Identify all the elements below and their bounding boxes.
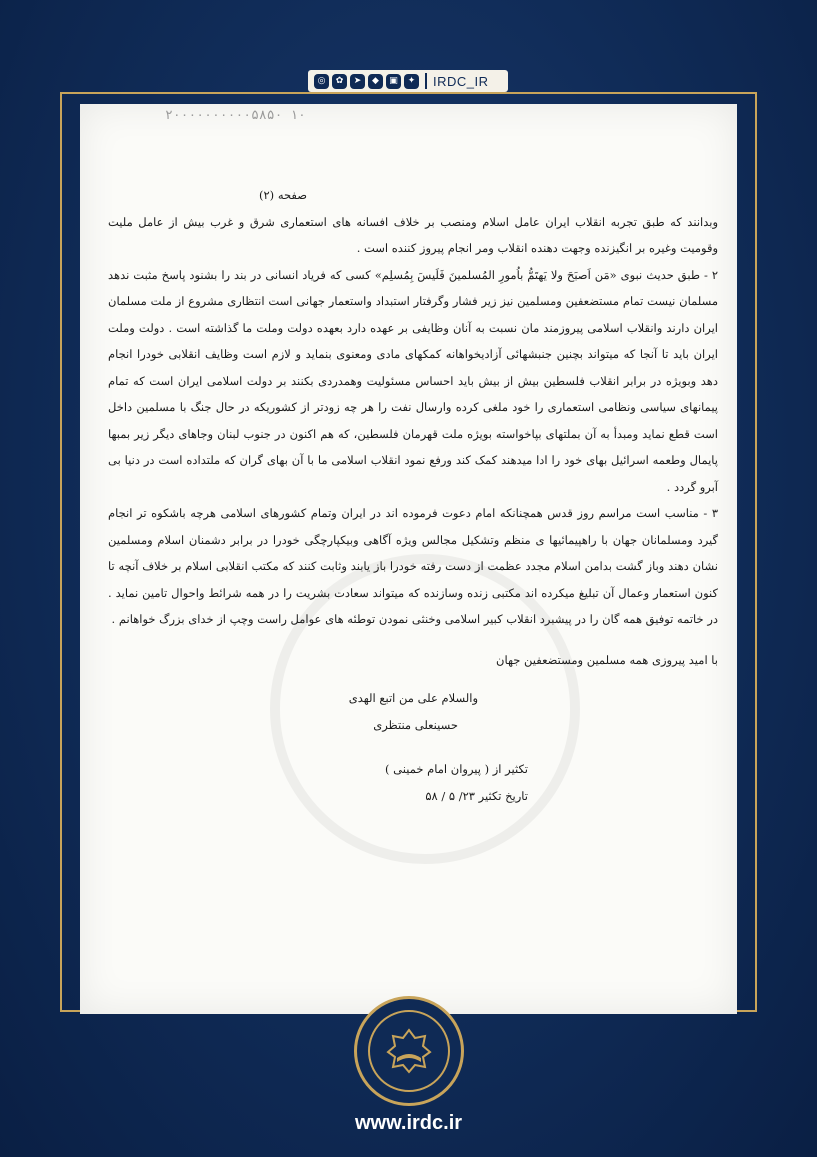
document-number: ۲۰۰۰۰۰۰۰۰۰۰۵۸۵۰ ۱۰ (165, 108, 306, 123)
emblem-logo (368, 1010, 450, 1092)
copy-note: تکثیر از ( پیروان امام خمینی ) (385, 762, 528, 776)
paragraph-2: ۲ - طبق حدیث نبوی «مَن اَصبَحَ ولا یَهتَمُّ باُمورِ المُسلمینَ فَلَیسَ بِمُسلِم» کسی که فریاد انسانی در بند را بشنود پاسخ مثبت ندهد مسلمان نیست تمام مستضعفین ومسلمین نیز زیر فشار وگرفتار استبداد واستعمار جهانی است انتظاری مشروع از ملت مسلمان ایران دارند وانقلاب اسلامی پیروزمند مان نسبت به آنان وظایفی بر عهده دارد بعهده دولت وملت ما گذاشته است . دولت وملت ایران باید تا آنجا که میتواند بچنین جنبشهائی آزادیخواهانه کمکهای مادی ومعنوی بنماید و لازم است وظایف انقلابی خودرا انجام دهد وبویژه در برابر انقلاب فلسطین بیش از بیش باید احساس مسئولیت وهمدردی بکنند بر دولت اسلامی ایران است که تمام پیمانهای سیاسی ونظامی استعماری را خود ملغی کرده وارسال نفت را هر چه زودتر از کشوریکه در حال جنگ با مسلمین داخل است قطع نماید ومبدأ به آن بملتهای بپاخواسته بویژه ملت قهرمان فلسطین، که هم اکنون در جنوب لبنان وجاهای دیگر زیر بمبها پایمال وطعمه اسرائیل بهای خود را ادا میدهند کمک کند ورفع نمود انقلاب اسلامی ما با آن بهای گران که ملتداده است در دنیا بی آبرو گردد . (108, 267, 718, 494)
document-body (108, 182, 718, 809)
social-handle[interactable]: IRDC_IR (433, 73, 489, 89)
emblem-book-icon (382, 1024, 436, 1078)
social-separator (425, 73, 427, 89)
page-label: صفحه (۲) (258, 188, 307, 202)
social-bar (308, 70, 508, 92)
instagram-icon[interactable]: ▣ (386, 74, 401, 89)
document-page (80, 104, 737, 1014)
paragraph-3: ۳ - مناسب است مراسم روز قدس همچنانکه امام دعوت فرموده اند در ایران وتمام کشورهای اسلامی هرچه باشکوه تر انجام گیرد ومسلمانان جهان با راهپیمائیها ی منظم وتشکیل مجالس ویژه آگاهی وبیکپارچگی خودرا در برابر دشمنان اسلام ومسلمین نشان دهند وباز گشت بدامن اسلام مجدد عظمت از دست رفته خودرا باز یابند وثابت کنند که مکتب انقلابی اسلام بر خلاف آنچه تا کنون استعمار وعمال آن تبلیغ میکرده اند مکتبی زنده وسازنده که میتواند سعادت بشریت را در همه شرائط واحوال تامین نماید . در خاتمه توفیق همه گان را در پیشبرد انقلاب کبیر اسلامی وخنثی نمودن توطئه های عوامل راست وچپ از خدای بزرگ خواهانم . (108, 506, 718, 626)
bale-icon[interactable]: ✿ (332, 74, 347, 89)
greeting-line: والسلام علی من اتبع الهدی (348, 691, 478, 705)
irdc-emblem (354, 996, 464, 1106)
website-link[interactable]: www.irdc.ir (354, 1112, 463, 1134)
telegram-icon[interactable]: ➤ (350, 74, 365, 89)
twitter-icon[interactable]: ✦ (404, 74, 419, 89)
closing-line: با امید پیروزی همه مسلمین ومستضعفین جهان (496, 652, 718, 667)
signer-name: حسینعلی منتظری (373, 717, 458, 732)
paragraph-1: وبدانند که طبق تجربه انقلاب ایران عامل اسلام ومنصب بر خلاف افسانه های استعماری شرق و غرب بیش از عامل ملیت وقومیت وغیره بر انگیزنده وجهت دهنده انقلاب ومر انجام پیروز کننده است . (108, 214, 718, 255)
copy-date: تاریخ تکثیر ۲۳/ ۵ / ۵۸ (425, 788, 528, 803)
rubika-icon[interactable]: ◎ (314, 74, 329, 89)
soroush-icon[interactable]: ◆ (368, 74, 383, 89)
